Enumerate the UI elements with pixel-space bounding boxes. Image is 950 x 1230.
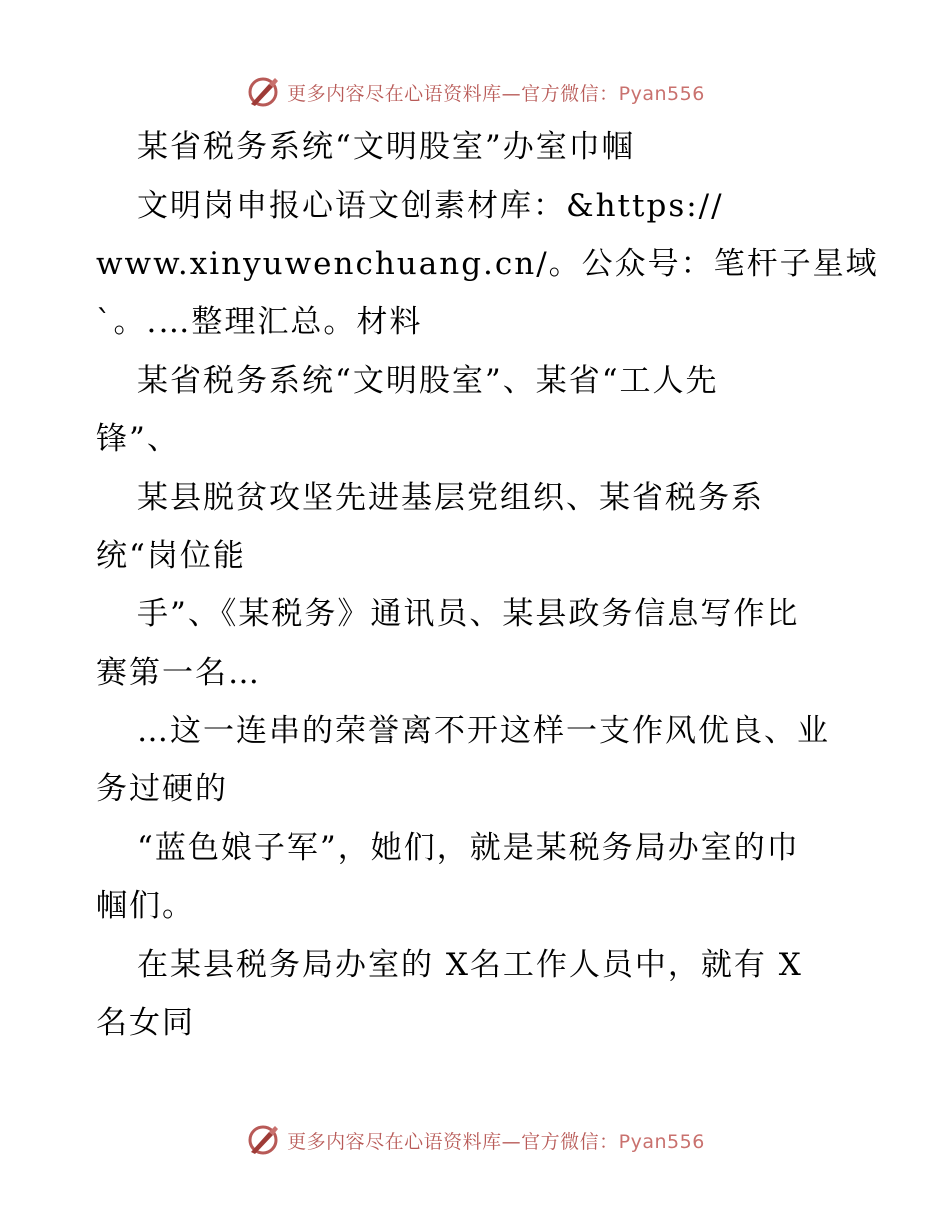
text-line: 手”、《某税务》通讯员、某县政务信息写作比 (137, 596, 800, 632)
text-line: 文明岗申报心语文创素材库：&https:// (137, 188, 724, 224)
text-line: 某县脱贫攻坚先进基层党组织、某省税务系 (137, 480, 764, 516)
text-line: 务过硬的 (96, 771, 228, 807)
text-line: 帼们。 (96, 888, 195, 924)
text-line: www.xinyuwenchuang.cn/。公众号：笔杆子星域 (96, 246, 879, 282)
footer-watermark-banner (0, 1120, 950, 1160)
text-line: 锋”、 (96, 421, 180, 457)
pen-logo-icon (245, 74, 281, 110)
wechat-id: Pyan556 (618, 82, 705, 105)
text-line: 某省税务系统“文明股室”、某省“工人先 (137, 363, 719, 399)
header-watermark-banner (0, 72, 950, 112)
text-line: 赛第一名… (96, 655, 261, 691)
wechat-id: Pyan556 (618, 1130, 705, 1153)
text-line: `。.…整理汇总。材料 (96, 304, 423, 340)
pen-logo-icon (245, 1122, 281, 1158)
text-line: 在某县税务局办室的 X名工作人员中，就有 X (137, 947, 803, 983)
text-line: “蓝色娘子军”，她们，就是某税务局办室的巾 (137, 830, 800, 866)
banner-text: 更多内容尽在心语资料库—官方微信：Pyan556 (287, 82, 705, 105)
text-line: …这一连串的荣誉离不开这样一支作风优良、业 (137, 713, 830, 749)
text-line: 名女同 (96, 1005, 195, 1041)
banner-text: 更多内容尽在心语资料库—官方微信：Pyan556 (287, 1130, 705, 1153)
title-line: 某省税务系统“文明股室”办室巾帼 (137, 129, 635, 165)
text-line: 统“岗位能 (96, 538, 246, 574)
